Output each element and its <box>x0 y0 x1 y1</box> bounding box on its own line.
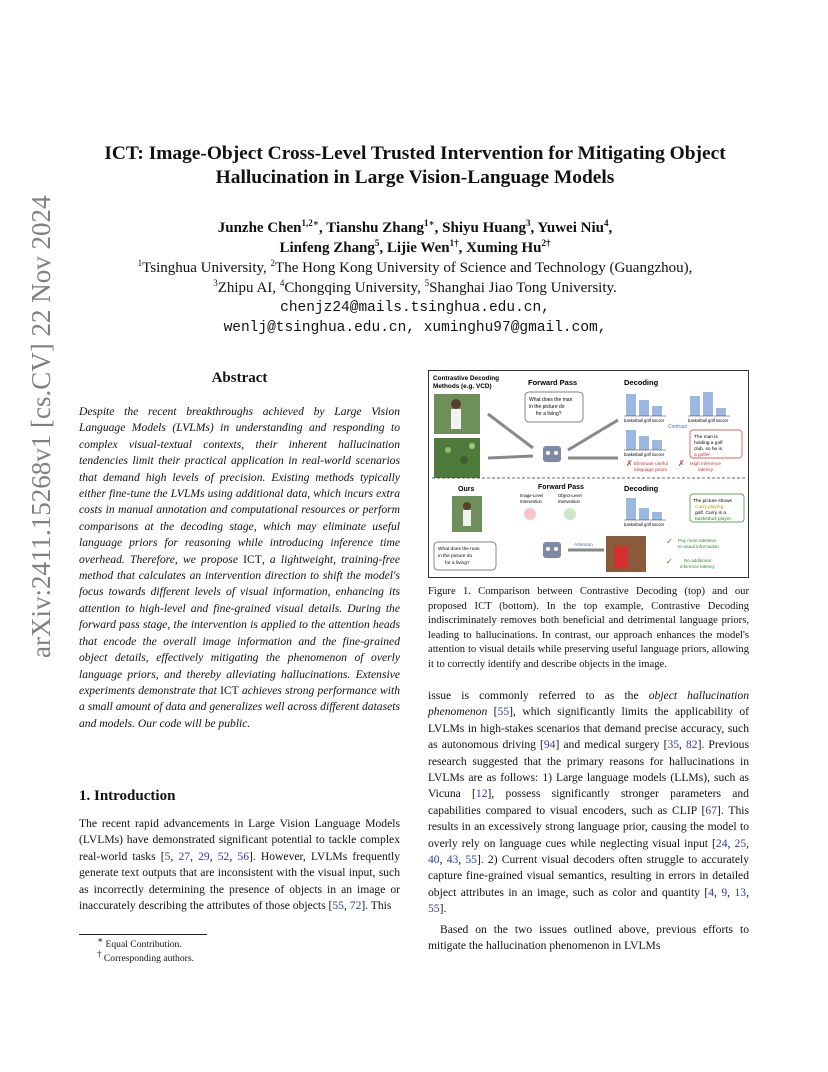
svg-text:basketball golf soccer: basketball golf soccer <box>624 452 665 457</box>
text: ]. <box>439 902 447 916</box>
svg-text:Pay more attention: Pay more attention <box>678 538 717 543</box>
author-name: Junzhe Chen <box>217 220 302 236</box>
text: ]. Previous research suggested that the primary reasons for hallucinations in LVLMs are as follows: 1) Large language models (LLMs), such as Vicuna [ <box>428 738 749 801</box>
svg-text:The picture shows: The picture shows <box>693 499 732 504</box>
svg-text:in the picture do: in the picture do <box>529 404 565 410</box>
fn-mark: † <box>97 948 102 959</box>
svg-text:basketball golf soccer: basketball golf soccer <box>624 522 665 527</box>
fig-label: Decoding <box>624 378 659 387</box>
photo-body <box>451 409 461 429</box>
author-sup: 1∗ <box>423 218 435 228</box>
svg-text:basketball player.: basketball player. <box>695 517 733 522</box>
author-block <box>90 218 740 338</box>
abstract-heading: Abstract <box>211 370 268 386</box>
cross-icon: ✗ <box>678 459 685 468</box>
citation-link[interactable]: 29 <box>198 849 210 863</box>
affiliation: Shanghai Jiao Tong University. <box>429 280 617 296</box>
aff-sup: 5 <box>424 278 430 288</box>
figure-caption: Figure 1. Comparison between Contrastive Decoding (top) and our proposed ICT (bottom). In the top example, Contrastive Decoding indiscriminately removes both beneficial and detrimental language priors, leading to hallucinations. In contrast, our approach enhances the model's attention to visual details while preserving useful language priors, allowing it to correctly identify and describe objects in the image. <box>428 586 749 670</box>
svg-text:club, so he is: club, so he is <box>694 447 722 452</box>
cross-icon: ✗ <box>626 459 633 468</box>
svg-text:Decoding: Decoding <box>624 484 659 493</box>
author-sup: 3 <box>525 218 531 228</box>
abstract-text <box>79 404 400 732</box>
text: ]. 2) Current visual decoders often struggle to accurately capture fine-grained visual semantics, resulting in errors in detailed object attributes in an image, such as color and quantity [ <box>428 853 750 899</box>
text: ]. This <box>361 899 392 913</box>
citation-link[interactable]: 25 <box>734 836 747 850</box>
check-icon: ✓ <box>666 557 673 566</box>
arxiv-stamp <box>8 195 68 660</box>
svg-text:Image-Level: Image-Level <box>520 493 544 498</box>
svg-text:Ours: Ours <box>458 486 475 493</box>
abstract-part: achieves strong performance with a small amount of data and generalizes well across different datasets and models. Our code will be public. <box>79 683 400 730</box>
intro-heading: 1. Introduction <box>79 788 176 804</box>
fn-text: Equal Contribution. <box>103 939 182 950</box>
svg-text:The man is: The man is <box>694 435 718 440</box>
citation-link[interactable]: 94 <box>543 738 556 752</box>
citation-link[interactable]: 4 <box>708 885 715 899</box>
affiliation: The Hong Kong University of Science and Technology (Guangzhou), <box>275 260 693 276</box>
aff-sup: 1 <box>137 258 143 268</box>
svg-text:for a living?: for a living? <box>445 561 470 566</box>
text: ]. This results in an excessively strong language prior, causing the model to overly rely on language cues while neglecting visual input [ <box>428 803 750 850</box>
citation-link[interactable]: 40 <box>428 853 440 867</box>
svg-text:Curry playing: Curry playing <box>695 505 724 510</box>
citation-link[interactable]: 43 <box>446 853 459 867</box>
text: The recent rapid advancements in Large Vision Language Models (LVLMs) have demonstrated significant potential to tackle complex real-world tasks [ <box>79 817 400 863</box>
svg-text:for a living?: for a living? <box>536 411 562 417</box>
author-line-1: Junzhe Chen$^{1,2∗}$, Tianshu Zhang$^{1∗}$, Shiyu Huang$^3$, Yuwei Niu$^4$, <box>217 218 613 236</box>
term: object hallucination phenomenon <box>428 689 749 719</box>
intervention-image <box>524 508 536 520</box>
method-name: ICT <box>243 552 262 566</box>
body-paragraph-2: Based on the two issues outlined above, previous efforts to mitigate the hallucination phenomenon in LVLMs <box>428 922 749 953</box>
email-line-1[interactable]: chenjz24@mails.tsinghua.edu.cn, <box>280 300 550 316</box>
author-sup: 1† <box>449 238 459 248</box>
svg-text:Intervention: Intervention <box>520 499 542 504</box>
email-line-2[interactable]: wenlj@tsinghua.edu.cn, xuminghu97@gmail.com, <box>223 320 607 336</box>
fn-text: Corresponding authors. <box>101 952 194 964</box>
text: ], which significantly limits the applicability of LVLMs in high-stakes scenarios that demand precise accuracy, such as autonomous driving [ <box>428 705 749 752</box>
svg-text:to visual information: to visual information <box>678 544 719 549</box>
arxiv-id: arXiv:2411.15268v1 [cs.CV] 22 Nov 2024 <box>26 195 56 658</box>
affiliation-line-2 <box>90 278 740 298</box>
robot-icon <box>543 542 561 558</box>
svg-text:Eliminate useful: Eliminate useful <box>634 462 668 467</box>
svg-text:Attention: Attention <box>574 543 593 548</box>
svg-text:basketball golf soccer: basketball golf soccer <box>688 418 729 423</box>
svg-text:Forward Pass: Forward Pass <box>538 484 584 491</box>
method-name: ICT <box>220 683 239 697</box>
intro-paragraph: The recent rapid advancements in Large Vision Language Models (LVLMs) have demonstrated significant potential to tackle complex real-world tasks [5, 27, 29, 52, 56]. However, LVLMs frequently generate text outputs that are inconsistent with the visual input, such as incorrectly determining the presence of objects in an image or inaccurately describing the attributes of those objects [55, 72]. This <box>79 817 401 913</box>
footnote-2 <box>79 948 400 966</box>
author-name: Tianshu Zhang <box>326 220 424 236</box>
citation-link[interactable]: 35 <box>667 738 680 752</box>
svg-text:High inference: High inference <box>690 462 721 467</box>
citation-link[interactable]: 67 <box>705 803 718 817</box>
abstract-part: , a lightweight, training-free method that calculates an intervention direction to shift the model's focus towards different levels of visual information, enhancing its attention to high-level and fine-grained visual details. During the forward pass stage, the intervention is applied to the attention heads that encode the overall image information and the fine-grained object details, effectively mitigating the phenomenon of overly language priors, and thereby alleviating hallucinations. Extensive experiments demonstrate that <box>79 552 400 697</box>
svg-text:What does the man: What does the man <box>438 547 480 552</box>
aff-sup: 4 <box>279 278 285 288</box>
svg-text:Intervention: Intervention <box>558 499 580 504</box>
citation-link[interactable]: 55 <box>332 899 344 913</box>
citation-link[interactable]: 24 <box>715 836 728 850</box>
photo-head <box>451 399 461 409</box>
svg-text:golf. Curry is a: golf. Curry is a <box>695 511 726 516</box>
author-name: Shiyu Huang <box>442 220 526 236</box>
footnote-1 <box>79 934 400 952</box>
svg-text:No additional: No additional <box>684 558 711 563</box>
citation-link[interactable]: 12 <box>475 787 488 801</box>
fig-label: Contrastive Decoding <box>433 375 500 382</box>
text: issue is commonly referred to as the <box>428 689 649 702</box>
svg-text:inference latency: inference latency <box>680 564 715 569</box>
author-name: Lijie Wen <box>386 240 450 256</box>
citation-link[interactable]: 5 <box>164 849 171 863</box>
svg-text:latency: latency <box>698 468 714 473</box>
citation-link[interactable]: 52 <box>217 849 230 863</box>
citation-link[interactable]: 55 <box>465 853 477 867</box>
citation-link[interactable]: 27 <box>178 849 191 863</box>
figure-1 <box>428 370 749 578</box>
citation-link[interactable]: 9 <box>721 885 728 899</box>
svg-text:Object-Level: Object-Level <box>558 493 582 498</box>
fn-mark: ∗ <box>97 934 104 945</box>
author-sup: 4 <box>603 218 609 228</box>
title-line-2: Hallucination in Large Vision-Language Models <box>215 167 615 188</box>
right-column-text <box>428 688 749 955</box>
citation-link[interactable]: 72 <box>349 899 362 913</box>
check-icon: ✓ <box>666 537 673 546</box>
citation-link[interactable]: 82 <box>686 738 698 752</box>
author-name: Xuming Hu <box>466 240 542 256</box>
text: ]. However, LVLMs frequently generate text outputs that are inconsistent with the visual input, such as incorrectly determining the presence of objects in an image or inaccurately describing the attributes of those objects [ <box>79 849 401 913</box>
aff-sup: 3 <box>213 278 218 288</box>
citation-link[interactable]: 55 <box>428 902 440 916</box>
svg-text:language priors: language priors <box>634 468 668 473</box>
citation-link[interactable]: 55 <box>497 705 510 719</box>
fig-label: Forward Pass <box>528 378 578 387</box>
citation-link[interactable]: 56 <box>237 849 249 863</box>
abstract-part: Despite the recent breakthroughs achieved by Large Vision Language Models (LVLMs) in understanding and responding to complex visual-textual contexts, their inherent hallucination tendencies limit their practical application in real-world scenarios that demand high levels of precision. Existing methods typically either fine-tune the LVLMs using additional data, which incurs extra costs in manual annotation and computational resources or perform comparisons at the decoding stage, which may eliminate useful language priors for reasoning while introducing inference time overhead. Therefore, we propose <box>79 405 400 566</box>
author-sup: 5 <box>374 238 380 248</box>
citation-link[interactable]: 13 <box>734 885 747 899</box>
author-sup: 1,2∗ <box>301 218 319 228</box>
author-name: Linfeng Zhang <box>279 240 375 256</box>
title-line-1: ICT: Image-Object Cross-Level Trusted Intervention for Mitigating Object <box>104 143 726 164</box>
svg-text:holding a golf: holding a golf <box>694 441 723 446</box>
affiliation: Zhipu AI, <box>217 280 280 296</box>
aff-sup: 2 <box>270 258 276 268</box>
body-paragraph: issue is commonly referred to as the object hallucination phenomenon [55], which significantly limits the applicability of LVLMs in high-stakes scenarios that demand precise accuracy, such as autonomous driving [94] and medical surgery [35, 82]. Previous research suggested that the primary reasons for hallucinations in LVLMs are as follows: 1) Large language models (LLMs), such as Vicuna [12], possess significantly stronger parameters and capabilities compared to visual encoders, such as CLIP [67]. This results in an excessively strong language prior, causing the model to overly rely on language cues while neglecting visual input [24, 25, 40, 43, 55]. 2) Current visual decoders often struggle to accurately capture fine-grained visual semantics, resulting in errors in detailed object attributes in an image, such as color and quantity [4, 9, 13, 55]. <box>428 689 750 916</box>
paper-title <box>90 142 740 190</box>
affiliation-line-1 <box>90 258 740 278</box>
svg-text:basketball golf soccer: basketball golf soccer <box>624 418 665 423</box>
fig-label: Methods (e.g. VCD) <box>433 383 492 390</box>
svg-text:in the picture do: in the picture do <box>438 554 473 559</box>
author-sup: 2† <box>541 238 551 248</box>
robot-icon <box>543 446 561 462</box>
footnotes <box>79 934 400 965</box>
svg-text:Contrast: Contrast <box>668 424 687 430</box>
affiliation: Tsinghua University, <box>142 260 271 276</box>
svg-text:What does the man: What does the man <box>529 397 573 403</box>
affiliation: Chongqing University, <box>284 280 425 296</box>
intervention-object <box>564 508 576 520</box>
text: ], possess significantly stronger parameters and capabilities compared to visual encoders, such as CLIP [ <box>428 787 749 817</box>
svg-text:a golfer.: a golfer. <box>694 453 712 458</box>
text: [ <box>487 705 498 719</box>
author-name: Yuwei Niu <box>537 220 604 236</box>
intro-section <box>79 788 400 914</box>
author-line-2: Linfeng Zhang$^5$, Lijie Wen$^{1\dagger}$, Xuming $Hu^{2\dagger}$ <box>279 238 551 256</box>
text: ] and medical surgery [ <box>555 738 668 752</box>
